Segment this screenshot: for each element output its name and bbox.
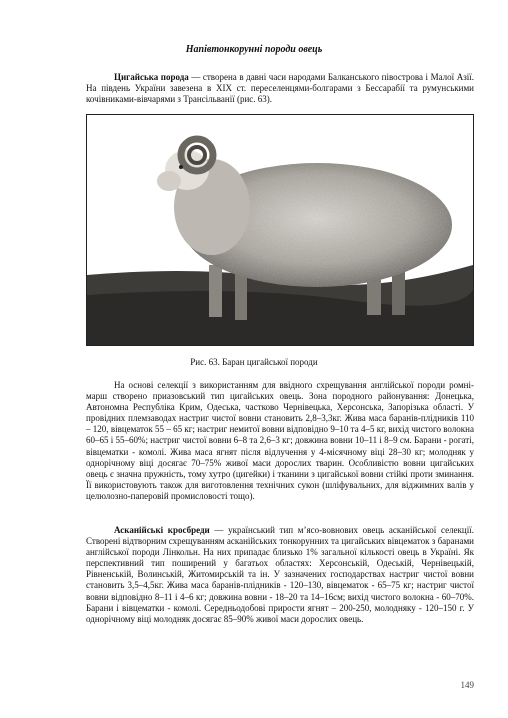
ram-illustration [87,115,473,345]
term-tsigai: Цигайська порода [114,72,189,82]
term-askanian: Асканійські кросбреди [114,525,210,535]
paragraph-text: — український тип м’ясо-вовнових овець асканійської селекції. Створені відтворним схрещуванням асканійських тонкорунних та цигайських вівцематок з баранами англійської породи Лінкольн. На них припадає близько 1% загальної кількості овець в Україні. Як перспективний тип поширений у багатьох областях: Херсонській, Одеській, Чернівецькій, Рівненській, Волинській, Житомирській та ін. У зазначених господарствах настриг чистої вовни становить 3,5–4,5кг. Жива маса баранів-плідників - 120–130, вівцематок - 65–75 кг; настриг чистої вовни відповідно 8–11 і 4–6 кг; довжина вовни - 18–20 та 14–16см; вихід чистого волокна - 60–70%. Барани і вівцематки - комолі. Середньодобові прирости ягнят – 200-250, молодняку - 120–150 г. У однорічному віці молодняк досягає 85–90% живої маси дорослих овець. [86,525,474,624]
figure-caption: Рис. 63. Баран цигайської породи [190,357,318,367]
paragraph-text: — створена в давні часи народами Балканського півострова і Малої Азії. На південь України завезена в XIX ст. переселенцями-болгарами з Бессарабії та румунськими кочівниками-вівчарями з Трансільванії (рис. 63). [86,72,475,105]
paragraph-tsigai-breed [86,72,474,105]
ram-photo [86,114,474,346]
paragraph-text: На основі селекції з використанням для ввідного схрещування англійської породи ромні-марш створено приазовський тип цигайських овець. Зона породного районування: Донецька, Автономна Республіка Крим, Одеська, частково Чернівецька, Херсонська, Запорізька області. У провідних племзаводах настриг чистої вовни становить 2,8–3,3кг. Жива маса баранів-плідників 110 – 120, вівцематок 55 – 65 кг; настриг немитої вовни відповідно 9–10 та 4–5 кг, вихід чистого волокна 60–65 і 55–60%; настриг чистої вовни 6–8 та 2,6–3 кг; довжина вовни 10–11 і 8–9 см. Барани - рогаті, вівцематки - комолі. Жива маса ягнят після відлучення у 4-місячному віці 28–30 кг; молодняк у однорічному віці досягає 70–75% живої маси дорослих тварин. Особливістю вовни цигайських овець є значна пружність, тому хутро (цигейки) і тканини з цигайської вовни стійкі проти зминання. Її використовують також для виготовлення технічних сукон (шліфувальних, для віджимних валів у целюлозно-паперовій промисловості тощо). [86,380,474,501]
paragraph-askanian-crossbreds [86,525,474,625]
section-heading: Напівтонкорунні породи овець [185,44,323,55]
page-number: 149 [460,680,474,690]
paragraph-priazovsky-type [86,380,474,502]
